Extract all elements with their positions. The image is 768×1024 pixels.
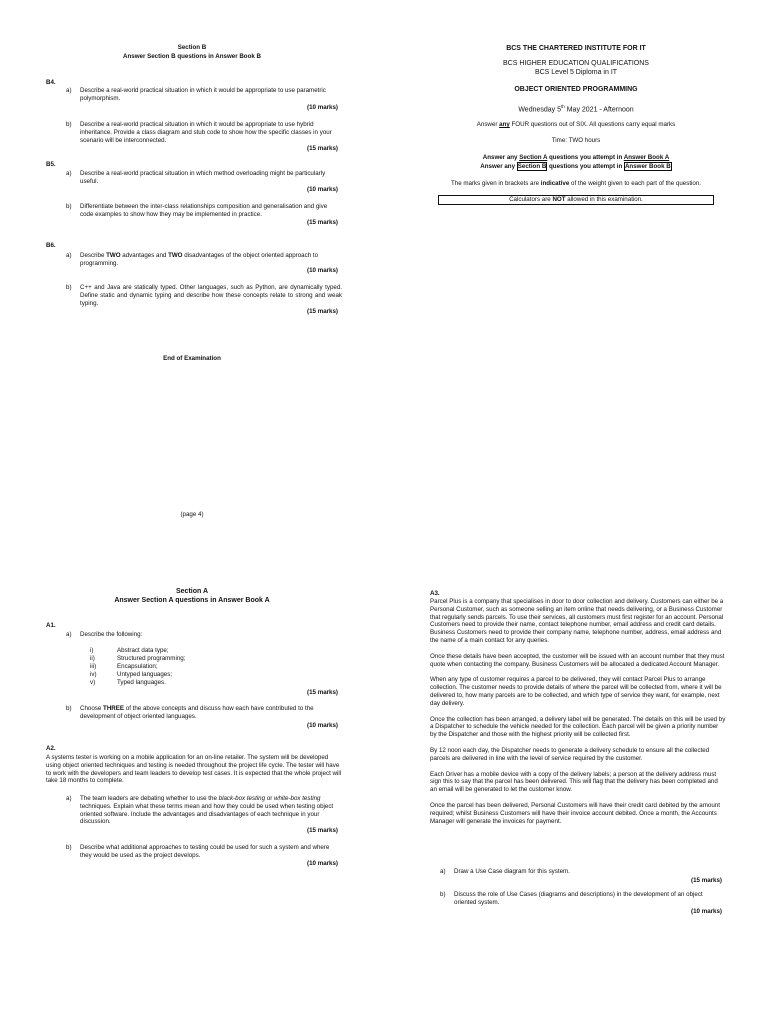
part-label: a) [66, 170, 72, 177]
paragraph: Each Driver has a mobile device with a copy of the delivery labels; a person at the delivery address must sign this to say that the parcel has been delivered. This will flag that the delivery has been completed and an email will be generated to let the customer know. [430, 770, 718, 794]
paragraph: When any type of customer requires a parcel to be delivered, they will contact Parcel Plus to arrange collection. The customer needs to provide details of where the parcel will be collected from, where it will be delivered to, how many parcels are to be collected, and which type of service they want, for example, next day delivery. [430, 676, 722, 707]
question-number: A2. [46, 745, 56, 752]
part-label: b) [66, 705, 72, 712]
marks: (15 marks) [307, 145, 338, 152]
part-label: b) [66, 203, 72, 210]
paragraph: Once the collection has been arranged, a delivery label will be generated. The details on this will be used by a Dispatcher to schedule the vehicle needed for the collection. Each parcel will be given a priority number by the Dispatcher and those with the highest priority will be collected first. [430, 715, 726, 739]
question-text: Describe TWO advantages and TWO disadvantages of the object oriented approach to programming. [80, 252, 319, 267]
qualification-line-1: BCS HIGHER EDUCATION QUALIFICATIONS [503, 60, 649, 67]
answer-instruction: Answer any FOUR questions out of SIX. All questions carry equal marks [476, 121, 676, 128]
section-a-title: Section A [175, 588, 209, 595]
marks: (10 marks) [307, 860, 338, 867]
paragraph: Once these details have been accepted, the customer will be issued with an account number that they must quote when contacting the company. Business Customers will be allocated a dedicated Account Manager. [430, 652, 725, 668]
question-text: Choose THREE of the above concepts and discuss how each have contributed to the development of object oriented languages. [80, 705, 314, 720]
page-number: (page 4) [180, 511, 204, 518]
section-a-instruction: Answer Section A questions in Answer Book A [114, 597, 270, 604]
part-label: b) [440, 891, 446, 898]
question-text: C++ and Java are statically typed. Other languages, such as Python, are dynamically typed. Define static and dynamic typing and describe how these concepts relate to strong and weak typing. [80, 284, 342, 307]
section-a-instruction: Answer any Section A questions you attempt in Answer Book A [482, 154, 670, 161]
part-label: a) [66, 631, 72, 638]
case-study [430, 598, 726, 825]
part-label: a) [440, 868, 446, 875]
list-item: i) Abstract data type; [90, 647, 169, 654]
question-number: B6. [46, 242, 56, 249]
part-label: b) [66, 284, 72, 291]
part-label: b) [66, 121, 72, 128]
concept-list [90, 647, 185, 687]
marks: (15 marks) [307, 308, 338, 315]
calculator-notice: Calculators are NOT allowed in this examination. [509, 196, 643, 203]
question-number: A1. [46, 622, 56, 629]
marks: (10 marks) [307, 267, 338, 274]
marks: (15 marks) [307, 219, 338, 226]
question-number: B4. [46, 79, 56, 86]
question-text: The team leaders are debating whether to use the black-box testing or white-box testing techniques. Explain what these terms mean and how they could be used when testing object oriented software. Include the advantages and disadvantages of each technique in your discussion. [80, 795, 334, 826]
list-item: ii) Structured programming; [90, 655, 186, 662]
question-text: Discuss the role of Use Cases (diagrams and descriptions) in the development of an object oriented system. [454, 891, 703, 906]
marks: (10 marks) [307, 722, 338, 729]
marks: (10 marks) [307, 186, 338, 193]
marks: (15 marks) [691, 877, 722, 884]
question-text: Describe what additional approaches to testing could be used for such a system and where they would be used as the project develops. [80, 844, 330, 859]
question-intro: A systems tester is working on a mobile application for an on-line retailer. The system will be developed using object oriented techniques and testing is needed throughout the project life cycle. The tester will have to work with the developers and team leaders to develop test cases. It is expected that the whole project will take 18 months to complete. [46, 754, 342, 785]
part-label: a) [66, 795, 72, 802]
qualification-line-2: BCS Level 5 Diploma in IT [534, 69, 618, 76]
question-text: Draw a Use Case diagram for this system. [454, 868, 570, 875]
page-cover [384, 0, 768, 512]
question-text: Describe a real-world practical situation in which it would be appropriate to use parametric polymorphism. [80, 87, 326, 102]
page-section-b [0, 0, 384, 518]
exam-time: Time: TWO hours [551, 137, 601, 144]
institute-name: BCS THE CHARTERED INSTITUTE FOR IT [506, 45, 646, 52]
question-text: Describe the following: [80, 631, 143, 638]
paragraph: Once the parcel has been delivered, Personal Customers will have their credit card debited by the amount required; whilst Business Customers will have their invoice account debited. Once a month, the Accounts Manager will generate the invoices for payment. [430, 801, 720, 825]
paragraph: Parcel Plus is a company that specialises in door to door collection and delivery. Customers can either be a Personal Customer, such as someone selling an item online that needs delivering, or a Business Customer that regularly sends parcels. To use their services, all customers must first register for an account. Personal Customers need to provide their name, contact telephone number, email address and credit card details. Business Customers need to provide their company name, telephone number, address, email address and the name of a main contact for any queries. [430, 598, 724, 644]
page-section-a [0, 512, 384, 1024]
list-item: v) Typed languages. [90, 679, 166, 686]
question-text: Differentiate between the inter-class relationships composition and generalisation and give code examples to show how they may be implemented in practice. [80, 203, 328, 218]
part-label: a) [66, 87, 72, 94]
exam-date: Wednesday 5th May 2021 - Afternoon [518, 104, 634, 114]
marks-note: The marks given in brackets are indicative of the weight given to each part of the question. [450, 180, 702, 187]
subject-title: OBJECT ORIENTED PROGRAMMING [514, 86, 638, 93]
marks: (15 marks) [307, 827, 338, 834]
question-number: B5. [46, 161, 56, 168]
section-b-title: Section B [177, 44, 207, 51]
section-b-instruction: Answer any Section B questions you attempt in Answer Book B [480, 163, 671, 170]
question-text: Describe a real-world practical situation in which it would be appropriate to use hybrid inheritance. Provide a class diagram and stub code to show how the specific classes in your scenario will be interconnected. [80, 121, 332, 144]
marks: (10 marks) [691, 908, 722, 915]
question-text: Describe a real-world practical situation in which method overloading might be particularly useful. [80, 170, 326, 185]
part-label: b) [66, 844, 72, 851]
list-item: iv) Untyped languages; [90, 671, 173, 678]
question-number: A3. [430, 590, 440, 597]
list-item: iii) Encapsulation; [90, 663, 158, 670]
part-label: a) [66, 252, 72, 259]
page-question-a3 [384, 512, 768, 1024]
section-b-instruction: Answer Section B questions in Answer Book B [123, 53, 261, 60]
marks: (15 marks) [307, 689, 338, 696]
end-of-examination: End of Examination [163, 355, 221, 362]
paragraph: By 12 noon each day, the Dispatcher needs to generate a delivery schedule to ensure all the collected parcels are delivered in line with the level of service required by the customer. [430, 746, 710, 762]
marks: (10 marks) [307, 104, 338, 111]
